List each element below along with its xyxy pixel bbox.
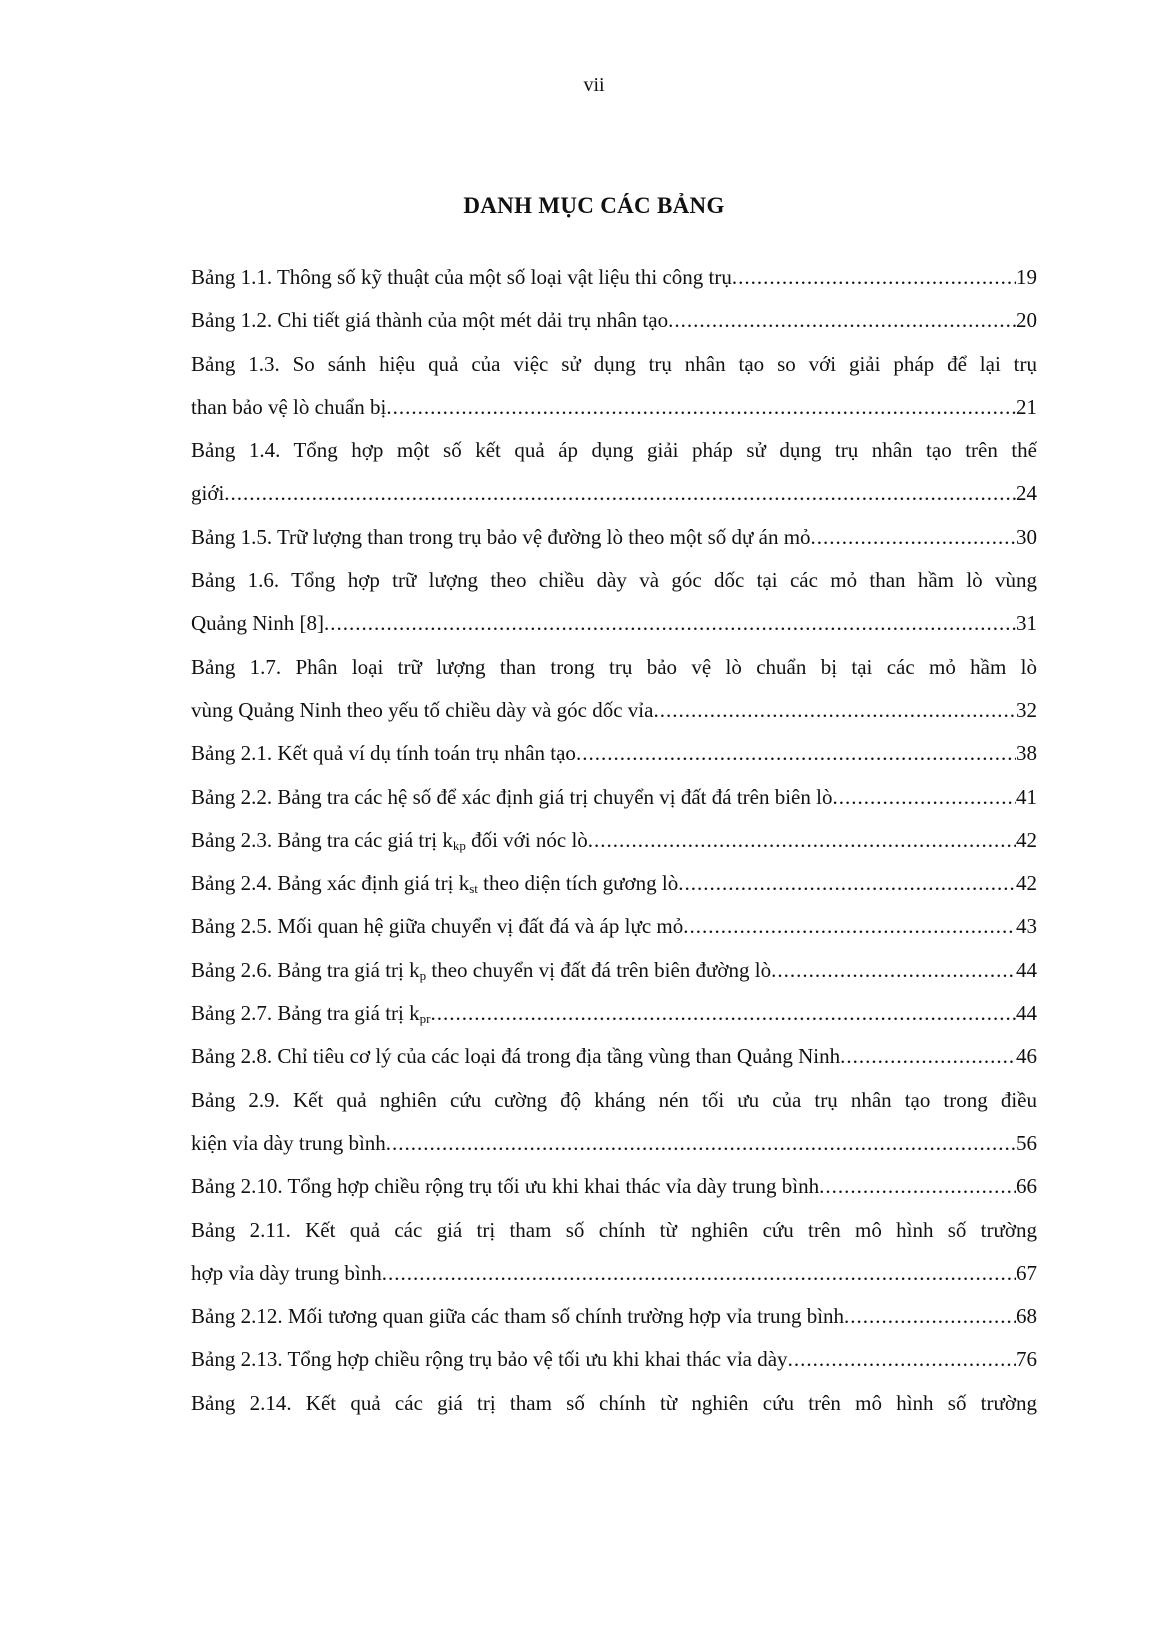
dot-leader [832,776,1016,819]
toc-entry-page: 67 [1016,1260,1037,1285]
toc-entry-text: Bảng 1.1. Thông số kỹ thuật của một số loại vật liệu thi công trụ [191,265,732,289]
toc-entry-page: 76 [1016,1347,1037,1372]
page-title: DANH MỤC CÁC BẢNG [463,193,725,218]
toc-entry-page: 32 [1016,697,1037,722]
toc-entry-text-pre: Bảng 2.7. Bảng tra giá trị k [191,1001,420,1026]
toc-entry-text: Bảng 2.1. Kết quả ví dụ tính toán trụ nhân tạo [191,741,576,766]
table-of-tables [191,256,1037,1425]
toc-entry-page: 20 [1016,308,1037,333]
subscript: kp [452,837,466,853]
toc-entry-2-14-first-line[interactable]: Bảng 2.14. Kết quả các giá trị tham số chính từ nghiên cứu trên mô hình số trường [191,1390,1037,1415]
toc-entry-text-pre: Bảng 2.6. Bảng tra giá trị k [191,957,420,982]
toc-entry-text: Bảng 2.8. Chỉ tiêu cơ lý của các loại đá trong địa tầng vùng than Quảng Ninh [191,1044,841,1069]
toc-entry-text-pre: Bảng 2.4. Bảng xác định giá trị k [191,871,470,896]
dot-leader [732,256,1016,299]
toc-entry-text [191,992,430,1035]
toc-entry-text: than bảo vệ lò chuẩn bị [191,394,387,419]
toc-entry-page: 31 [1016,611,1037,636]
toc-entry-text: Quảng Ninh [8] [191,611,324,636]
toc-entry-2-3[interactable] [191,819,1037,862]
dot-leader [811,516,1016,559]
toc-entry-page: 43 [1016,914,1037,939]
toc-entry-page: 56 [1016,1130,1037,1155]
toc-entry-page: 66 [1016,1174,1037,1199]
toc-entry-text: kiện vỉa dày trung bình [191,1130,386,1155]
toc-entry-text [191,819,588,862]
toc-entry-1-7-first-line[interactable]: Bảng 1.7. Phân loại trữ lượng than trong trụ bảo vệ lò chuẩn bị tại các mỏ hầm lò [191,654,1037,679]
toc-entry-text-post: đối với nóc lò [465,827,588,852]
dot-leader [771,949,1016,992]
dot-leader [576,732,1016,775]
toc-entry-2-4[interactable] [191,862,1037,905]
dot-leader [840,1035,1016,1078]
toc-entry-1-3-first-line[interactable]: Bảng 1.3. So sánh hiệu quả của việc sử dụng trụ nhân tạo so với giải pháp để lại trụ [191,351,1037,376]
dot-leader [224,472,1016,515]
toc-entry-text: Bảng 2.5. Mối quan hệ giữa chuyển vị đất đá và áp lực mỏ [191,914,684,939]
toc-entry-text: vùng Quảng Ninh theo yếu tố chiều dày và góc dốc vỉa [191,697,654,722]
dot-leader [386,1122,1016,1165]
toc-entry-2-6[interactable] [191,949,1037,992]
toc-entry-page: 42 [1016,827,1037,852]
toc-entry-2-7[interactable] [191,992,1037,1035]
toc-entry-page: 44 [1016,1001,1037,1026]
dot-leader [668,299,1016,342]
toc-entry-text: Bảng 2.13. Tổng hợp chiều rộng trụ bảo vệ tối ưu khi khai thác vỉa dày [191,1347,788,1372]
dot-leader [653,689,1016,732]
toc-entry-page: 46 [1016,1044,1037,1069]
toc-entry-1-1[interactable] [191,256,1037,299]
dot-leader [819,1165,1016,1208]
toc-entry-text: Bảng 1.2. Chi tiết giá thành của một mét dải trụ nhân tạo [191,308,669,333]
toc-entry-2-12[interactable] [191,1295,1037,1338]
toc-entry-1-6[interactable] [191,602,1037,645]
toc-entry-2-11-first-line[interactable]: Bảng 2.11. Kết quả các giá trị tham số chính từ nghiên cứu trên mô hình số trường [191,1217,1037,1242]
toc-entry-text: Bảng 2.10. Tổng hợp chiều rộng trụ tối ưu khi khai thác vỉa dày trung bình [191,1174,820,1199]
page-number: vii [583,74,605,96]
dot-leader [430,992,1016,1035]
dot-leader [678,862,1016,905]
toc-entry-page: 24 [1016,481,1037,506]
toc-entry-2-1[interactable] [191,732,1037,775]
toc-entry-text-post: theo diện tích gương lò [477,871,679,896]
toc-entry-2-2[interactable] [191,776,1037,819]
toc-entry-2-9-first-line[interactable]: Bảng 2.9. Kết quả nghiên cứu cường độ kháng nén tối ưu của trụ nhân tạo trong điều [191,1087,1037,1112]
dot-leader [588,819,1016,862]
toc-entry-page: 19 [1016,265,1037,289]
toc-entry-text [191,862,678,905]
toc-entry-2-9[interactable] [191,1122,1037,1165]
subscript: st [469,881,478,897]
toc-entry-2-11[interactable] [191,1252,1037,1295]
subscript: p [419,967,427,983]
dot-leader [788,1338,1016,1381]
toc-entry-1-6-first-line[interactable]: Bảng 1.6. Tổng hợp trữ lượng theo chiều dày và góc dốc tại các mỏ than hầm lò vùng [191,568,1037,593]
toc-entry-page: 44 [1016,957,1037,982]
toc-entry-text [191,949,771,992]
subscript: pr [419,1011,431,1027]
toc-entry-2-5[interactable] [191,905,1037,948]
toc-entry-1-3[interactable] [191,386,1037,429]
toc-entry-text: Bảng 2.2. Bảng tra các hệ số để xác định giá trị chuyển vị đất đá trên biên lò [191,784,833,809]
toc-entry-2-13[interactable] [191,1338,1037,1381]
toc-entry-1-7[interactable] [191,689,1037,732]
toc-entry-2-8[interactable] [191,1035,1037,1078]
toc-entry-page: 21 [1016,394,1037,419]
dot-leader [683,905,1016,948]
toc-entry-text: hợp vỉa dày trung bình [191,1260,382,1285]
dot-leader [382,1252,1016,1295]
toc-entry-text: giới [191,481,225,506]
toc-entry-1-4-first-line[interactable]: Bảng 1.4. Tổng hợp một số kết quả áp dụng giải pháp sử dụng trụ nhân tạo trên thế [191,438,1037,463]
toc-entry-text: Bảng 1.5. Trữ lượng than trong trụ bảo vệ đường lò theo một số dự án mỏ [191,524,811,549]
dot-leader [386,386,1016,429]
toc-entry-text-post: theo chuyển vị đất đá trên biên đường lò [426,957,772,982]
toc-entry-page: 41 [1016,784,1037,809]
toc-entry-2-10[interactable] [191,1165,1037,1208]
toc-entry-page: 38 [1016,741,1037,766]
toc-entry-text-pre: Bảng 2.3. Bảng tra các giá trị k [191,827,453,852]
toc-entry-1-4[interactable] [191,472,1037,515]
toc-entry-page: 30 [1016,524,1037,549]
toc-entry-page: 42 [1016,871,1037,896]
toc-entry-text: Bảng 2.12. Mối tương quan giữa các tham số chính trường hợp vỉa trung bình [191,1304,845,1329]
toc-entry-1-2[interactable] [191,299,1037,342]
dot-leader [844,1295,1016,1338]
toc-entry-page: 68 [1016,1304,1037,1329]
dot-leader [324,602,1016,645]
toc-entry-1-5[interactable] [191,516,1037,559]
